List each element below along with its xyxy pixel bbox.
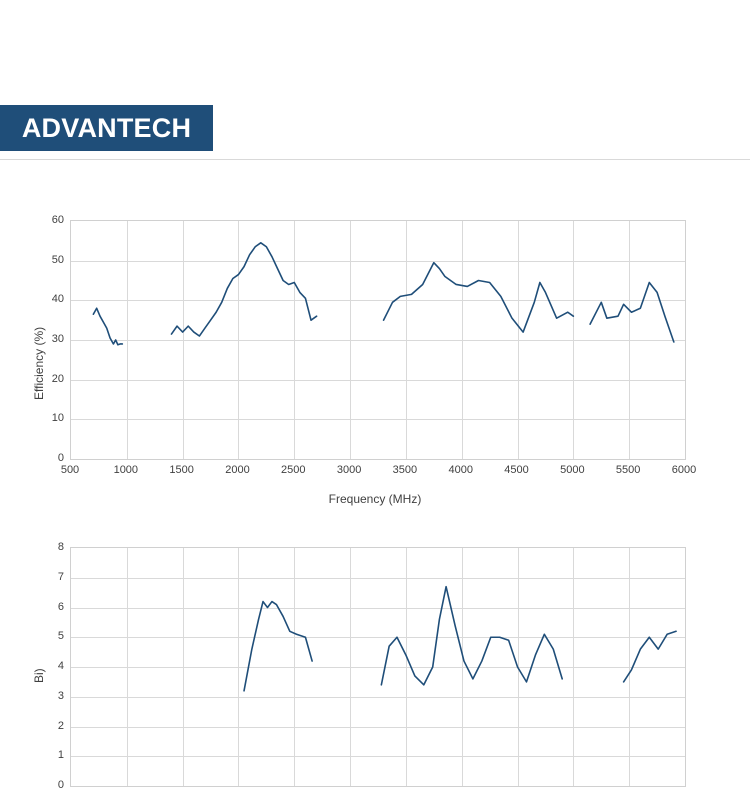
- y-tick-label: 60: [51, 214, 64, 226]
- x-tick-label: 500: [60, 464, 80, 476]
- x-tick-label: 1000: [113, 464, 139, 476]
- x-tick-label: 2500: [281, 464, 306, 476]
- x-tick-label: 4000: [448, 464, 473, 476]
- gain-series-layer: [71, 548, 687, 788]
- series-line: [384, 263, 574, 332]
- y-tick-label: 4: [57, 660, 64, 672]
- advantech-logo: ADVANTECH: [21, 112, 192, 143]
- series-line: [93, 308, 122, 344]
- efficiency-series-layer: [71, 221, 687, 461]
- y-tick-label: 6: [57, 600, 64, 613]
- y-tick-label: 1: [57, 749, 64, 762]
- y-tick-label: 50: [51, 253, 64, 266]
- y-tick-label: 2: [57, 719, 64, 732]
- efficiency-x-axis-title: Frequency (MHz): [328, 492, 422, 506]
- x-tick-label: 3000: [336, 464, 362, 476]
- efficiency-y-axis-title: Efficiency (%): [32, 326, 46, 400]
- y-tick-label: 30: [51, 333, 64, 345]
- y-tick-label: 40: [51, 293, 64, 306]
- x-tick-label: 1500: [169, 464, 194, 476]
- y-tick-label: 8: [57, 541, 64, 553]
- efficiency-chart: [0, 200, 750, 520]
- x-tick-label: 5500: [615, 464, 641, 476]
- gain-chart: [0, 535, 750, 791]
- y-tick-label: 10: [51, 412, 64, 425]
- y-tick-label: 20: [51, 372, 64, 385]
- x-tick-label: 3500: [392, 464, 418, 476]
- y-tick-label: 5: [57, 630, 64, 643]
- series-line: [624, 631, 676, 682]
- gain-plot-area: [70, 547, 686, 787]
- x-tick-label: 4500: [504, 464, 529, 476]
- series-line: [590, 282, 674, 342]
- y-tick-label: 7: [57, 570, 64, 583]
- y-tick-label: 0: [57, 452, 64, 464]
- gain-y-axis-title: Bi): [32, 668, 46, 683]
- x-tick-label: 5000: [560, 464, 585, 476]
- efficiency-plot-area: [70, 220, 686, 460]
- y-tick-label: 3: [57, 689, 64, 702]
- series-line: [171, 243, 316, 336]
- x-tick-label: 2000: [225, 464, 250, 476]
- series-line: [381, 587, 562, 685]
- y-tick-label: 0: [57, 779, 64, 791]
- series-line: [244, 602, 312, 691]
- x-tick-label: 6000: [671, 464, 697, 476]
- header-divider: [0, 159, 750, 160]
